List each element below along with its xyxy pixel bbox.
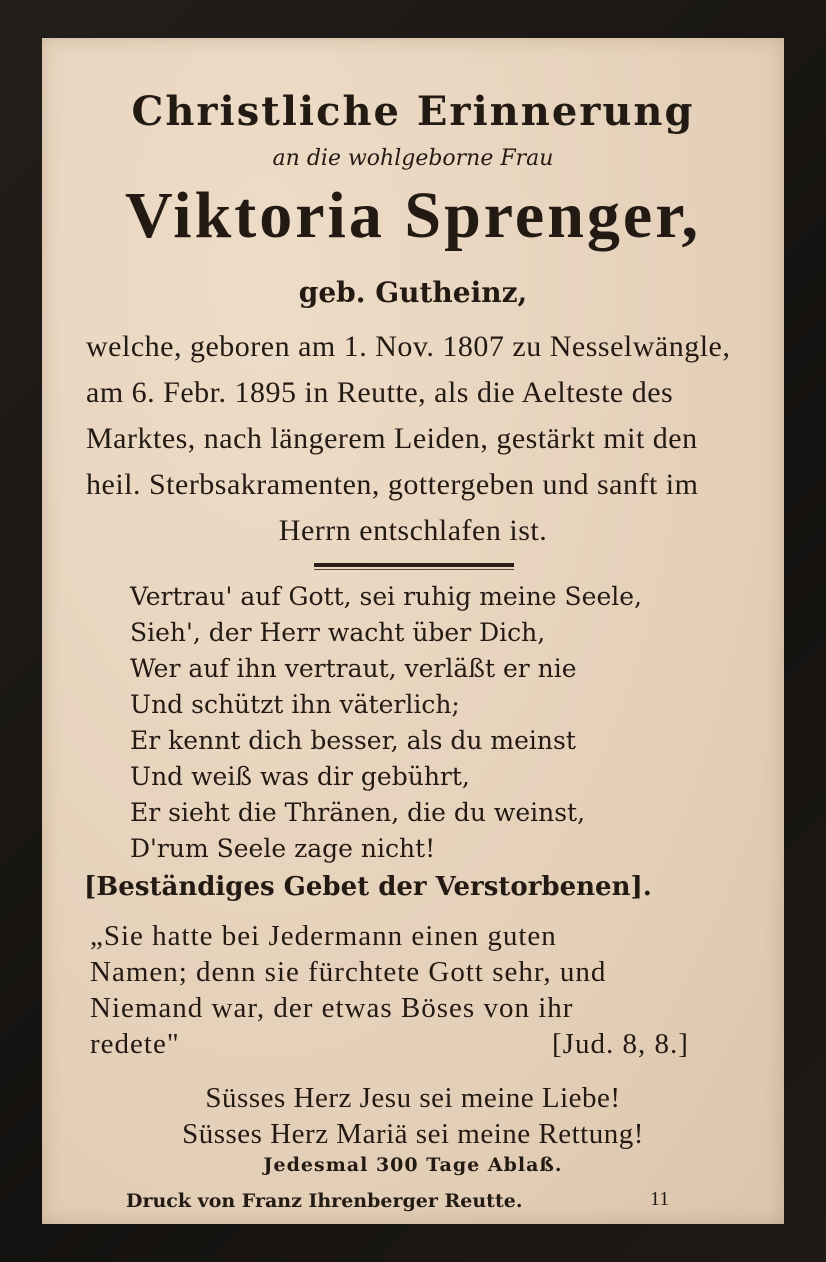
quote-line: Namen; denn sie fürchtete Gott sehr, und <box>90 956 607 988</box>
invocation-line: Süsses Herz Mariä sei meine Rettung! <box>182 1118 644 1150</box>
poem-line: Er kennt dich besser, als du meinst <box>130 726 576 755</box>
dedication-line: an die wohlgeborne Frau <box>272 146 554 171</box>
indulgence-note: Jedesmal 300 Tage Ablaß. <box>263 1154 563 1176</box>
poem-line: Wer auf ihn vertraut, verläßt er nie <box>130 654 577 683</box>
poem-line: Er sieht die Thränen, die du weinst, <box>130 798 586 827</box>
divider-rule-thin <box>314 569 514 570</box>
biography-line: welche, geboren am 1. Nov. 1807 zu Nesselwängle, <box>86 330 731 363</box>
poem-source: [Beständiges Gebet der Verstorbenen]. <box>84 872 652 902</box>
poem-line: Vertrau' auf Gott, sei ruhig meine Seele, <box>130 582 642 611</box>
invocation-line: Süsses Herz Jesu sei meine Liebe! <box>205 1082 621 1114</box>
printer-imprint: Druck von Franz Ihrenberger Reutte. <box>126 1190 523 1212</box>
card-title: Christliche Erinnerung <box>131 88 695 135</box>
poem-line: D'rum Seele zage nicht! <box>130 834 436 863</box>
deceased-name: Viktoria Sprenger, <box>125 179 701 252</box>
quote-line: redete" <box>90 1028 180 1060</box>
quote-line: Niemand war, der etwas Böses von ihr <box>90 992 574 1024</box>
poem-line: Und schützt ihn väterlich; <box>130 690 460 719</box>
maiden-name: geb. Gutheinz, <box>298 276 528 309</box>
poem-line: Sieh', der Herr wacht über Dich, <box>130 618 546 647</box>
scripture-reference: [Jud. 8, 8.] <box>552 1028 689 1060</box>
poem-line: Und weiß was dir gebührt, <box>130 762 470 791</box>
memorial-card <box>42 38 784 1224</box>
card-number: 11 <box>650 1188 670 1210</box>
divider-rule <box>314 563 514 567</box>
biography-line: Marktes, nach längerem Leiden, gestärkt mit den <box>86 422 698 455</box>
biography-line: am 6. Febr. 1895 in Reutte, als die Aelteste des <box>86 376 674 409</box>
biography-line: Herrn entschlafen ist. <box>278 514 548 547</box>
quote-line: „Sie hatte bei Jedermann einen guten <box>90 920 557 952</box>
biography-line: heil. Sterbsakramenten, gottergeben und sanft im <box>86 468 699 501</box>
